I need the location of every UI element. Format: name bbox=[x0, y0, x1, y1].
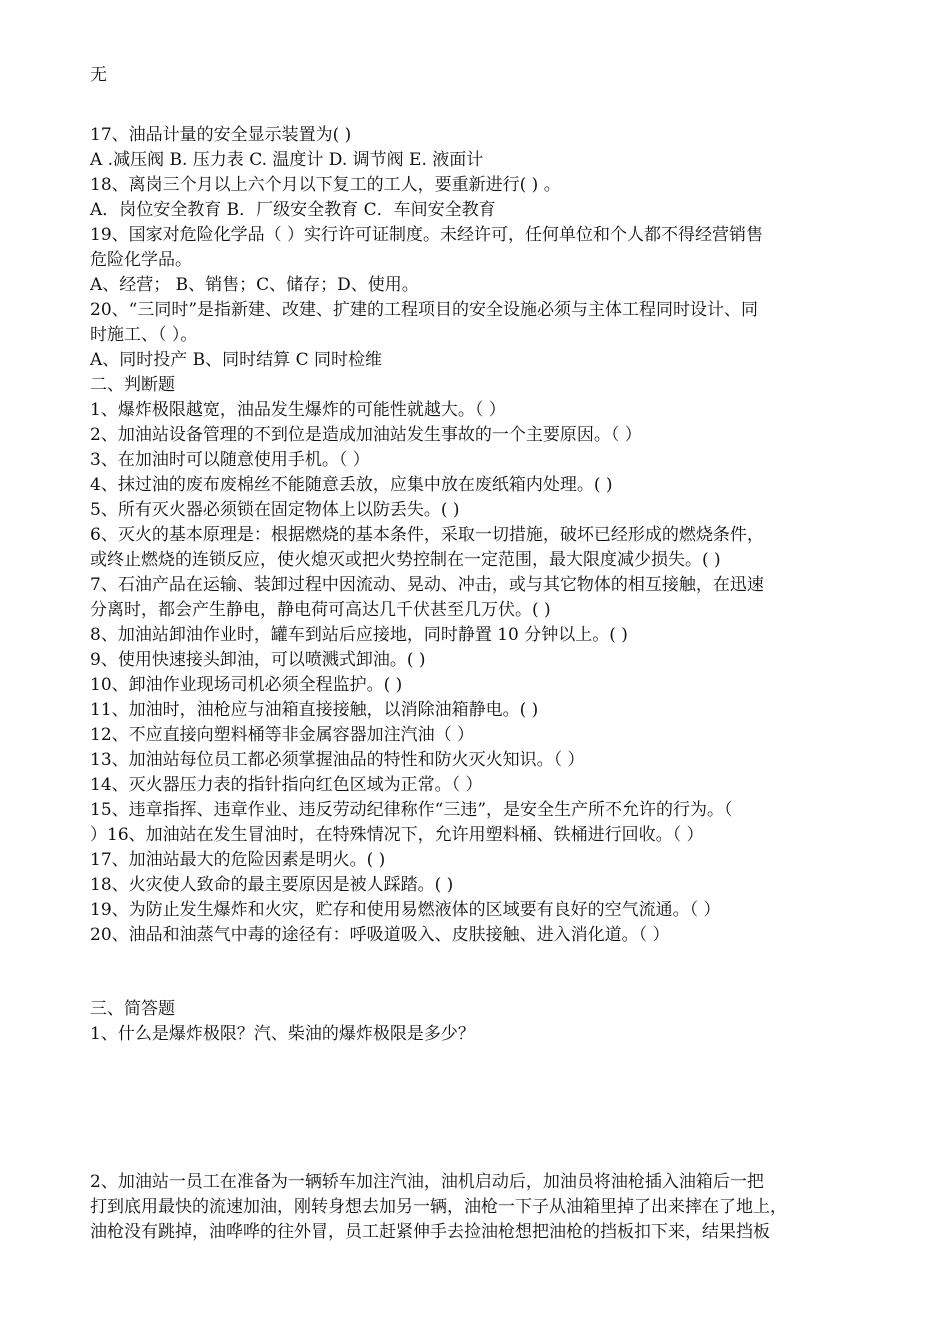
question-18: 18、离岗三个月以上六个月以下复工的工人，要重新进行( ) 。 bbox=[90, 175, 561, 195]
judgement-line: 1、爆炸极限越宽，油品发生爆炸的可能性就越大。（ ） bbox=[90, 400, 506, 420]
question-18-options: A．岗位安全教育 B．厂级安全教育 C．车间安全教育 bbox=[90, 200, 496, 220]
judgement-line: 或终止燃烧的连锁反应，使火熄灭或把火势控制在一定范围，最大限度减少损失。( ) bbox=[90, 550, 721, 570]
short-answer-q2: 2、加油站一员工在准备为一辆轿车加注汽油，油机启动后，加油员将油枪插入油箱后一把 bbox=[90, 1172, 764, 1192]
judgement-line: 5、所有灭火器必须锁在固定物体上以防丢失。( ) bbox=[90, 500, 460, 520]
judgement-line: 6、灭火的基本原理是：根据燃烧的基本条件，采取一切措施，破坏已经形成的燃烧条件， bbox=[90, 525, 764, 545]
judgement-line: 12、不应直接向塑料桶等非金属容器加注汽油（ ） bbox=[90, 725, 475, 745]
judgement-line: 2、加油站设备管理的不到位是造成加油站发生事故的一个主要原因。（ ） bbox=[90, 425, 642, 445]
judgement-line: 3、在加油时可以随意使用手机。（ ） bbox=[90, 450, 370, 470]
judgement-line: 9、使用快速接头卸油，可以喷溅式卸油。( ) bbox=[90, 650, 426, 670]
question-17: 17、油品计量的安全显示装置为( ) bbox=[90, 125, 352, 145]
judgement-line: 13、加油站每位员工都必须掌握油品的特性和防火灭火知识。（ ） bbox=[90, 750, 585, 770]
judgement-line: 18、火灾使人致命的最主要原因是被人踩踏。( ) bbox=[90, 875, 454, 895]
judgement-line: 8、加油站卸油作业时，罐车到站后应接地，同时静置 10 分钟以上。( ) bbox=[90, 625, 628, 645]
judgement-line: 7、石油产品在运输、装卸过程中因流动、晃动、冲击，或与其它物体的相互接触，在迅速 bbox=[90, 575, 764, 595]
judgement-line: 14、灭火器压力表的指针指向红色区域为正常。（ ） bbox=[90, 775, 483, 795]
section-heading-judgement: 二、判断题 bbox=[90, 375, 175, 395]
judgement-line: 20、油品和油蒸气中毒的途径有：呼吸道吸入、皮肤接触、进入消化道。（ ） bbox=[90, 925, 670, 945]
judgement-line: 10、卸油作业现场司机必须全程监护。( ) bbox=[90, 675, 403, 695]
judgement-line: 17、加油站最大的危险因素是明火。( ) bbox=[90, 850, 386, 870]
question-20-cont: 时施工、（ ）。 bbox=[90, 325, 198, 345]
judgement-line: 19、为防止发生爆炸和火灾，贮存和使用易燃液体的区域要有良好的空气流通。（ ） bbox=[90, 900, 721, 920]
short-answer-q2-cont: 打到底用最快的流速加油，刚转身想去加另一辆，油枪一下子从油箱里掉了出来摔在了地上， bbox=[90, 1197, 787, 1217]
question-20-options: A、同时投产 B、同时结算 C 同时检维 bbox=[90, 350, 382, 370]
question-17-options: A .减压阀 B. 压力表 C. 温度计 D. 调节阀 E. 液面计 bbox=[90, 150, 484, 170]
question-19-options: A、经营； B、销售；C、储存；D、使用。 bbox=[90, 275, 419, 295]
question-19: 19、国家对危险化学品（ ）实行许可证制度。未经许可，任何单位和个人都不得经营销售 bbox=[90, 225, 764, 245]
top-text: 无 bbox=[90, 65, 107, 85]
short-answer-q1: 1、什么是爆炸极限？汽、柴油的爆炸极限是多少？ bbox=[90, 1024, 475, 1044]
judgement-line: 15、违章指挥、违章作业、违反劳动纪律称作“三违”，是安全生产所不允许的行为。（ bbox=[90, 800, 733, 820]
question-20: 20、“三同时”是指新建、改建、扩建的工程项目的安全设施必须与主体工程同时设计、同 bbox=[90, 300, 759, 320]
judgement-line: 11、加油时，油枪应与油箱直接接触，以消除油箱静电。( ) bbox=[90, 700, 539, 720]
question-19-cont: 危险化学品。 bbox=[90, 250, 192, 270]
judgement-line: ）16、加油站在发生冒油时，在特殊情况下，允许用塑料桶、铁桶进行回收。（ ） bbox=[90, 825, 704, 845]
short-answer-q2-cont: 油枪没有跳掉，油哗哗的往外冒，员工赶紧伸手去捡油枪想把油枪的挡板扣下来，结果挡板 bbox=[90, 1222, 770, 1242]
section-heading-short-answer: 三、简答题 bbox=[90, 999, 175, 1019]
judgement-line: 分离时，都会产生静电，静电荷可高达几千伏甚至几万伏。( ) bbox=[90, 600, 551, 620]
judgement-line: 4、抹过油的废布废棉丝不能随意丢放，应集中放在废纸箱内处理。( ) bbox=[90, 475, 613, 495]
